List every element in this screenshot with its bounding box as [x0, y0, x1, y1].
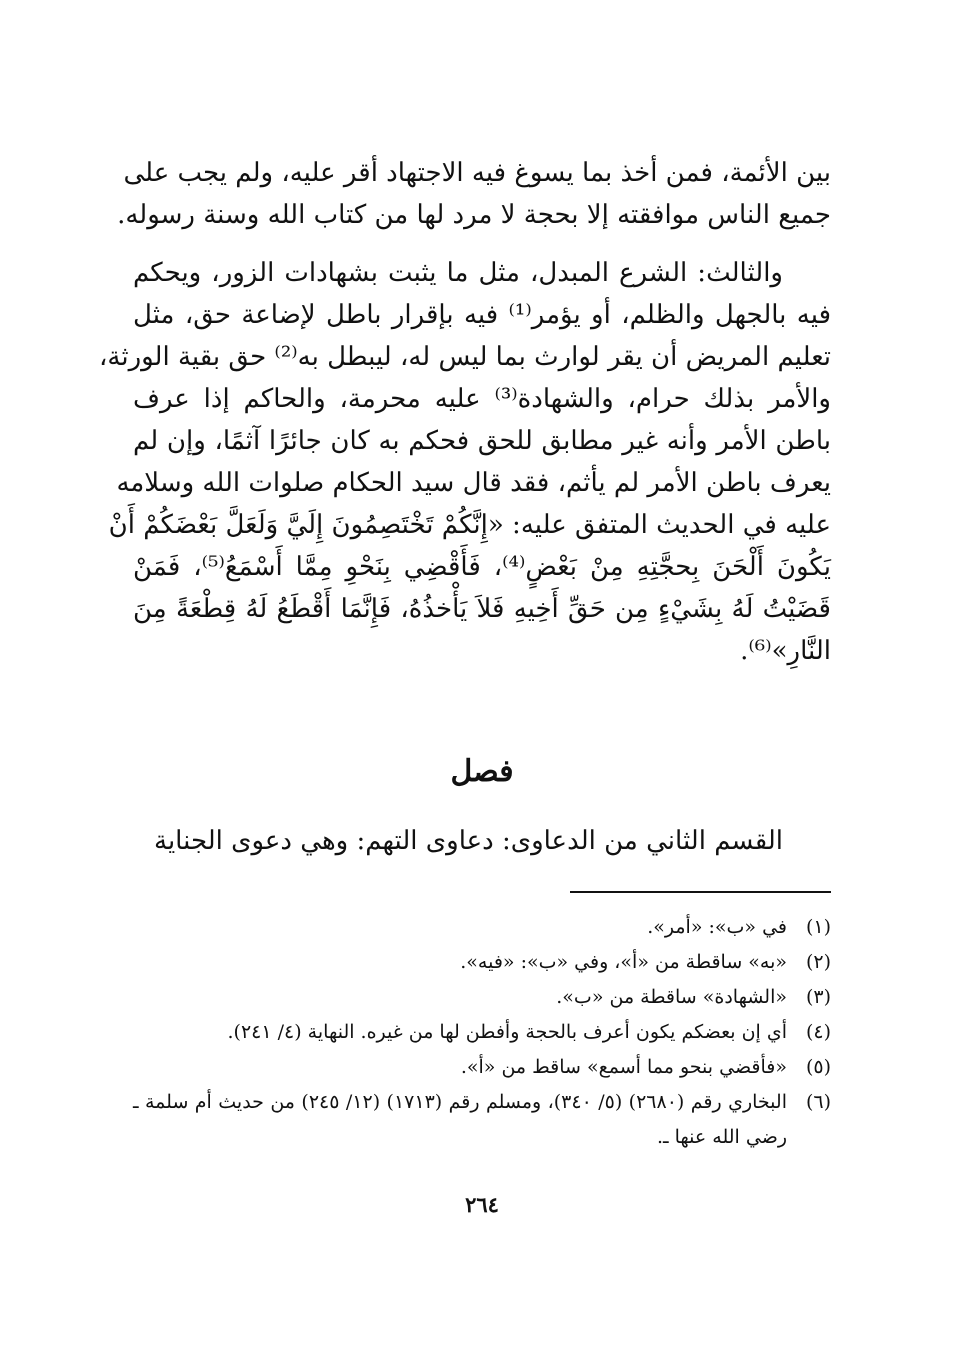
main-text [99, 152, 831, 672]
paragraph-2-line: باطن الأمر وأنه غير مطابق للحق فحكم به كان جائرًا آثمًا، وإن لم [133, 426, 831, 456]
footnote-text: البخاري رقم (٢٦٨٠) (٥/ ٣٤٠)، ومسلم رقم (١٧١٣) (١٢/ ٢٤٥) من حديث أم سلمة ـ رضي الله عنها ـ. [133, 1091, 787, 1148]
footnote-divider [570, 891, 831, 893]
footnote-number: (٦) [805, 1091, 831, 1113]
paragraph-2-line: والأمر بذلك حرام، والشهادة⁽³⁾ عليه محرمة، والحاكم إذا عرف [133, 384, 831, 414]
footnote-text: «الشهادة» ساقطة من «ب». [556, 986, 787, 1008]
paragraph-2 [99, 252, 831, 672]
paragraph-2-line: عليه في الحديث المتفق عليه: «إِنَّكُمْ تَخْتَصِمُونَ إِلَيَّ وَلَعَلَّ بَعْضَكُمْ أَنْ [108, 510, 831, 540]
paragraph-2-line: تعليم المريض أن يقر لوارث بما ليس له، ليبطل به⁽²⁾ حق بقية الورثة، [99, 342, 831, 372]
section-heading: فصل [450, 754, 514, 789]
footnote-number: (٣) [805, 986, 831, 1008]
footnote-number: (٤) [805, 1021, 831, 1043]
footnote-item [133, 1085, 831, 1155]
footnotes [133, 910, 831, 1155]
paragraph-2-line: يَكُونَ أَلْحَنَ بِحجَّتِهِ مِنْ بَعْضٍ⁽⁴⁾، فَأَقْضِي بِنَحْوِ مِمَّا أَسْمَعُ⁽⁵⁾، فَمَنْ [133, 552, 831, 582]
paragraph-2-line: النَّارِ»⁽⁶⁾. [740, 636, 831, 666]
footnote-number: (١) [805, 916, 831, 938]
paragraph-2-line: يعرف باطن الأمر لم يأثم، فقد قال سيد الحكام صلوات الله وسلامه [116, 468, 831, 498]
footnote-item [133, 945, 831, 980]
paragraph-2-line: قَضَيْتُ لَهُ بِشَيْءٍ مِن حَقِّ أَخِيهِ فَلاَ يَأْخذُهُ، فَإِنَّمَا أَقْطَعُ لَهُ قِطْعَةً مِنَ [133, 594, 831, 624]
footnote-number: (٥) [805, 1056, 831, 1078]
paragraph-3: القسم الثاني من الدعاوى: دعاوى التهم: وهي دعوى الجناية [154, 826, 783, 856]
footnote-number: (٢) [805, 951, 831, 973]
footnote-item [133, 910, 831, 945]
footnote-text: «به» ساقطة من «أ»، وفي «ب»: «فيه». [460, 951, 787, 973]
footnote-text: «فأقضي بنحو مما أسمع» ساقط من «أ». [460, 1056, 787, 1078]
footnote-item [133, 980, 831, 1015]
paragraph-1-line: بين الأئمة، فمن أخذ بما يسوغ فيه الاجتهاد أقر عليه، ولم يجب على [123, 158, 831, 188]
paragraph-1-line: جميع الناس موافقته إلا بحجة لا مرد لها من كتاب الله وسنة رسوله. [117, 200, 831, 230]
footnote-text: في «ب»: «أمر». [647, 916, 787, 938]
footnote-text: أي إن بعضكم يكون أعرف بالحجة وأفطن لها من غيره. النهاية (٤/ ٢٤١). [227, 1021, 787, 1043]
paragraph-2-line: والثالث: الشرع المبدل، مثل ما يثبت بشهادات الزور، ويحكم [133, 258, 783, 288]
paragraph-2-line: فيه بالجهل والظلم، أو يؤمر⁽¹⁾ فيه بإقرار باطل لإضاعة حق، مثل [133, 300, 831, 330]
footnote-item [133, 1015, 831, 1050]
footnote-item [133, 1050, 831, 1085]
page-number: ٢٦٤ [465, 1192, 499, 1217]
paragraph-1 [117, 152, 831, 236]
